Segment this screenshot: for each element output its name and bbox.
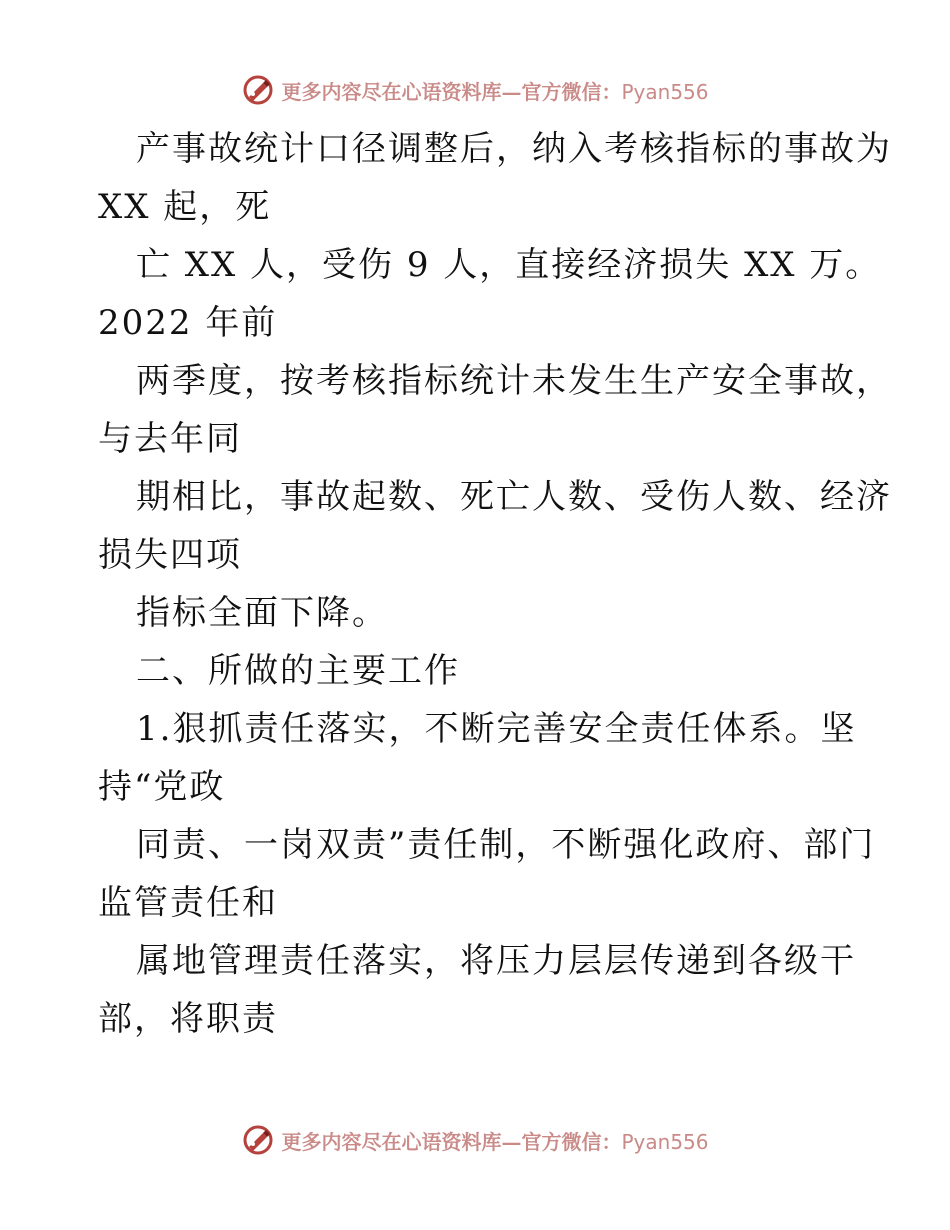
watermark-text: 更多内容尽在心语资料库—官方微信：Pyan556	[281, 79, 709, 104]
text-line: 部，将职责	[98, 999, 278, 1039]
text-line: 产事故统计口径调整后，纳入考核指标的事故为	[136, 129, 892, 169]
watermark-text: 更多内容尽在心语资料库—官方微信：Pyan556	[281, 1129, 709, 1154]
text-line: 同责、一岗双责”责任制，不断强化政府、部门	[136, 825, 876, 865]
section-heading: 二、所做的主要工作	[136, 651, 460, 691]
text-line: 亡 XX 人，受伤 9 人，直接经济损失 XX 万。	[136, 245, 882, 285]
text-line: 与去年同	[98, 419, 242, 459]
text-line: 持“党政	[98, 767, 226, 807]
header-watermark	[0, 70, 950, 110]
text-line: 属地管理责任落实，将压力层层传递到各级干	[136, 941, 856, 981]
document-body	[98, 120, 892, 1048]
text-line: 指标全面下降。	[136, 593, 388, 633]
pen-seal-logo-icon	[241, 73, 275, 107]
text-line: 监管责任和	[98, 883, 278, 923]
pen-seal-logo-icon	[241, 1123, 275, 1157]
footer-watermark	[0, 1120, 950, 1160]
text-line: 1.狠抓责任落实，不断完善安全责任体系。坚	[136, 709, 857, 749]
text-line: 2022 年前	[98, 303, 278, 343]
text-line: 两季度，按考核指标统计未发生生产安全事故，	[136, 361, 892, 401]
text-line: XX 起，死	[98, 187, 272, 227]
text-line: 期相比，事故起数、死亡人数、受伤人数、经济	[136, 477, 892, 517]
text-line: 损失四项	[98, 535, 242, 575]
